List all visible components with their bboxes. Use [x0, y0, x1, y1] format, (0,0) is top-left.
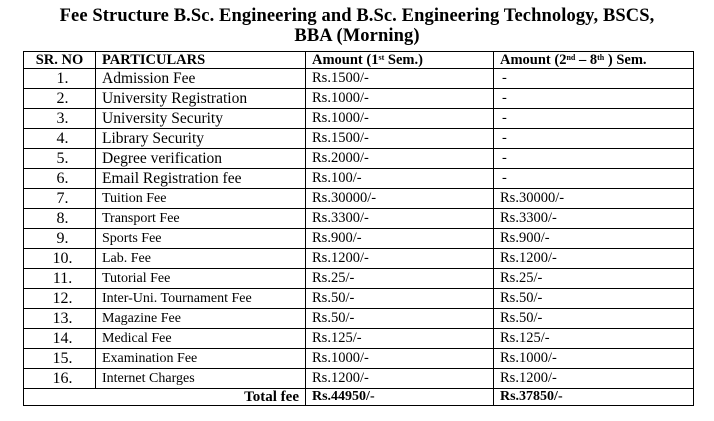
first-sem-amount: Rs.125/- — [306, 329, 494, 349]
sr-no-cell: 12. — [24, 289, 96, 309]
sr-no-cell: 3. — [24, 109, 96, 129]
total-first-sem: Rs.44950/- — [306, 389, 494, 406]
header-sr-no: SR. NO — [24, 52, 96, 69]
first-sem-amount: Rs.1000/- — [306, 109, 494, 129]
first-sem-amount: Rs.1000/- — [306, 349, 494, 369]
table-row — [24, 349, 694, 369]
table-row — [24, 89, 694, 109]
first-sem-amount: Rs.1500/- — [306, 69, 494, 89]
other-sem-amount: - — [494, 169, 694, 189]
header-text: Sem.) — [384, 52, 423, 68]
header-amount-other-sem — [494, 52, 694, 69]
header-sup: st — [378, 53, 385, 62]
other-sem-amount: Rs.50/- — [494, 309, 694, 329]
sr-no-cell: 13. — [24, 309, 96, 329]
table-row — [24, 129, 694, 149]
table-row — [24, 169, 694, 189]
header-text: Amount (2 — [500, 52, 567, 68]
sr-no-cell: 1. — [24, 69, 96, 89]
other-sem-amount: Rs.1200/- — [494, 249, 694, 269]
sr-no-cell: 7. — [24, 189, 96, 209]
total-label: Total fee — [24, 389, 306, 406]
particular-cell: Lab. Fee — [96, 249, 306, 269]
particular-cell: Transport Fee — [96, 209, 306, 229]
title-line-1: Fee Structure B.Sc. Engineering and B.Sc. Engineering Technology, BSCS, — [59, 6, 655, 26]
sr-no-cell: 16. — [24, 369, 96, 389]
particular-cell: Tutorial Fee — [96, 269, 306, 289]
first-sem-amount: Rs.50/- — [306, 289, 494, 309]
table-row — [24, 69, 694, 89]
particular-cell: Library Security — [96, 129, 306, 149]
first-sem-amount: Rs.50/- — [306, 309, 494, 329]
other-sem-amount: Rs.1200/- — [494, 369, 694, 389]
other-sem-amount: Rs.3300/- — [494, 209, 694, 229]
sr-no-cell: 14. — [24, 329, 96, 349]
particular-cell: Email Registration fee — [96, 169, 306, 189]
other-sem-amount: - — [494, 89, 694, 109]
fee-structure-table — [23, 51, 694, 406]
sr-no-cell: 5. — [24, 149, 96, 169]
first-sem-amount: Rs.1000/- — [306, 89, 494, 109]
other-sem-amount: Rs.50/- — [494, 289, 694, 309]
sr-no-cell: 11. — [24, 269, 96, 289]
particular-cell: Admission Fee — [96, 69, 306, 89]
other-sem-amount: - — [494, 129, 694, 149]
header-text: Amount (1 — [312, 52, 379, 68]
sr-no-cell: 4. — [24, 129, 96, 149]
table-row — [24, 289, 694, 309]
other-sem-amount: - — [494, 149, 694, 169]
header-text: – 8 — [575, 52, 598, 68]
particular-cell: Examination Fee — [96, 349, 306, 369]
sr-no-cell: 10. — [24, 249, 96, 269]
first-sem-amount: Rs.100/- — [306, 169, 494, 189]
sr-no-cell: 6. — [24, 169, 96, 189]
first-sem-amount: Rs.25/- — [306, 269, 494, 289]
header-sup: nd — [566, 53, 576, 62]
particular-cell: University Registration — [96, 89, 306, 109]
header-sup: th — [597, 53, 605, 62]
first-sem-amount: Rs.30000/- — [306, 189, 494, 209]
first-sem-amount: Rs.1200/- — [306, 369, 494, 389]
other-sem-amount: - — [494, 109, 694, 129]
total-row — [24, 389, 694, 406]
table-row — [24, 329, 694, 349]
first-sem-amount: Rs.3300/- — [306, 209, 494, 229]
other-sem-amount: Rs.125/- — [494, 329, 694, 349]
first-sem-amount: Rs.2000/- — [306, 149, 494, 169]
other-sem-amount: Rs.1000/- — [494, 349, 694, 369]
table-row — [24, 309, 694, 329]
other-sem-amount: - — [494, 69, 694, 89]
particular-cell: Internet Charges — [96, 369, 306, 389]
total-other-sem: Rs.37850/- — [494, 389, 694, 406]
table-row — [24, 209, 694, 229]
other-sem-amount: Rs.900/- — [494, 229, 694, 249]
table-row — [24, 269, 694, 289]
sr-no-cell: 8. — [24, 209, 96, 229]
sr-no-cell: 15. — [24, 349, 96, 369]
first-sem-amount: Rs.900/- — [306, 229, 494, 249]
title-line-2: BBA (Morning) — [294, 26, 420, 46]
table-row — [24, 369, 694, 389]
other-sem-amount: Rs.25/- — [494, 269, 694, 289]
table-header-row — [24, 52, 694, 69]
table-row — [24, 229, 694, 249]
header-text: ) Sem. — [604, 52, 647, 68]
particular-cell: Degree verification — [96, 149, 306, 169]
sr-no-cell: 9. — [24, 229, 96, 249]
first-sem-amount: Rs.1500/- — [306, 129, 494, 149]
table-row — [24, 249, 694, 269]
document-title — [0, 6, 714, 46]
particular-cell: Sports Fee — [96, 229, 306, 249]
sr-no-cell: 2. — [24, 89, 96, 109]
particular-cell: University Security — [96, 109, 306, 129]
header-particulars: PARTICULARS — [96, 52, 306, 69]
table-row — [24, 149, 694, 169]
table-row — [24, 189, 694, 209]
other-sem-amount: Rs.30000/- — [494, 189, 694, 209]
header-amount-first-sem — [306, 52, 494, 69]
first-sem-amount: Rs.1200/- — [306, 249, 494, 269]
particular-cell: Magazine Fee — [96, 309, 306, 329]
particular-cell: Inter-Uni. Tournament Fee — [96, 289, 306, 309]
table-row — [24, 109, 694, 129]
particular-cell: Tuition Fee — [96, 189, 306, 209]
particular-cell: Medical Fee — [96, 329, 306, 349]
